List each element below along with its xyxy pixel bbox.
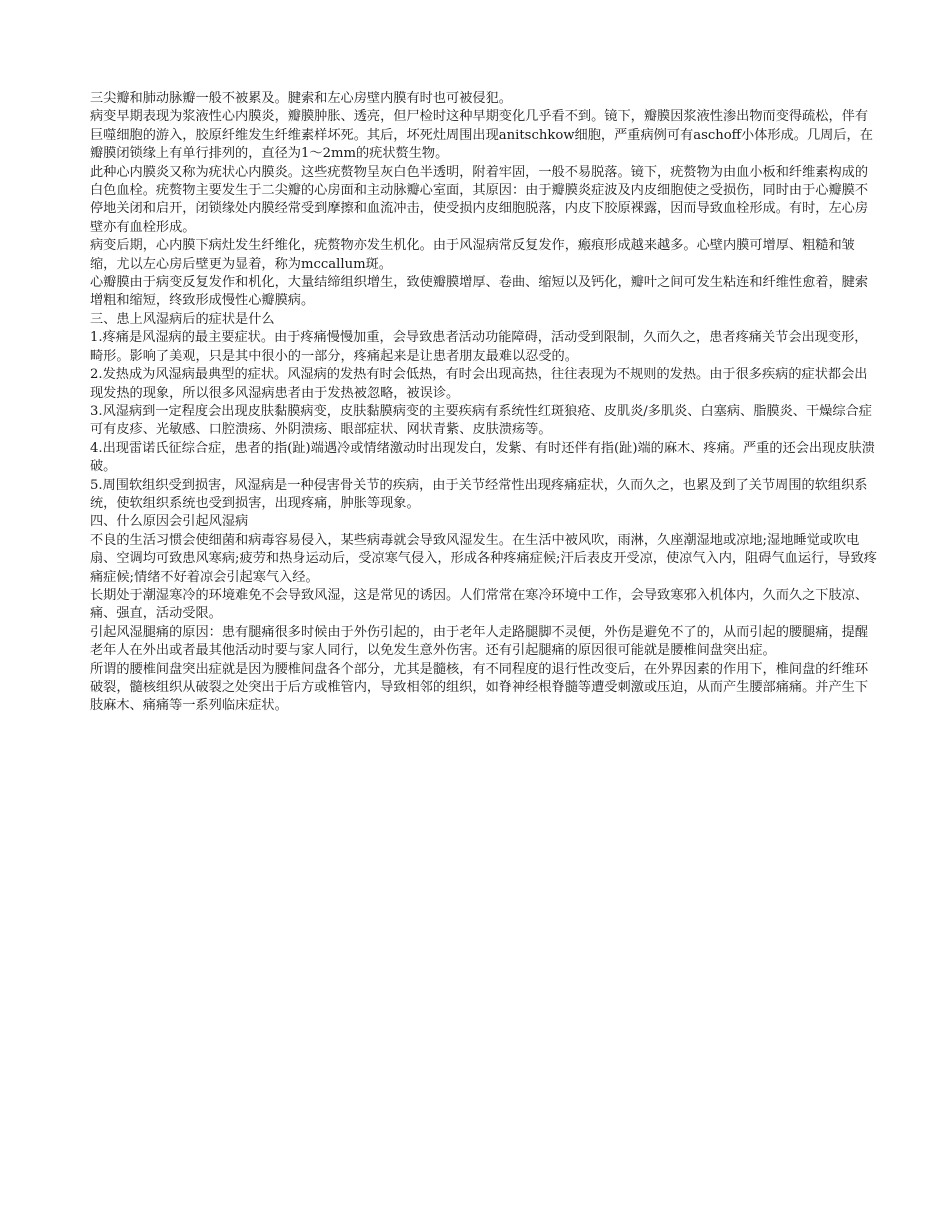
paragraph-late-lesion: 病变后期，心内膜下病灶发生纤维化，疣赘物亦发生机化。由于风湿病常反复发作，瘢痕形成越来越多。心壁内膜可增厚、粗糙和皱缩，尤以左心房后壁更为显着，称为mccallum斑。 (90, 238, 855, 272)
list-item-raynaud: 4.出现雷诺氏征综合症，患者的指(趾)端遇冷或情绪激动时出现发白，发紫、有时还伴有指(趾)端的麻木、疼痛。严重的还会出现皮肤溃破。 (90, 440, 875, 475)
paragraph-early-lesion: 病变早期表现为浆液性心内膜炎，瓣膜肿胀、透亮，但尸检时这种早期变化几乎看不到。镜下，瓣膜因浆液性渗出物而变得疏松，伴有巨噬细胞的游入，胶原纤维发生纤维素样坏死。其后，坏死灶周围出现anitschkow细胞，严重病例可有aschoff小体形成。几周后，在瓣膜闭锁缘上有单行排列的，直径为1～2mm的疣状赘生物。 (90, 109, 873, 162)
paragraph-leg-pain: 引起风湿腿痛的原因：患有腿痛很多时候由于外伤引起的，由于老年人走路腿脚不灵便，外伤是避免不了的，从而引起的腰腿痛，提醒老年人在外出或者最其他活动时要与家人同行，以免发生意外伤害。还有引起腿痛的原因很可能就是腰椎间盘突出症。 (90, 624, 869, 659)
paragraph-valve-disease: 心瓣膜由于病变反复发作和机化，大量结缔组织增生，致使瓣膜增厚、卷曲、缩短以及钙化，瓣叶之间可发生粘连和纤维性愈着，腱索增粗和缩短，终致形成慢性心瓣膜病。 (90, 275, 869, 309)
list-item-pain: 1.疼痛是风湿病的最主要症状。由于疼痛慢慢加重，会导致患者活动功能障碍，活动受到限制，久而久之，患者疼痛关节会出现变形，畸形。影响了美观，只是其中很小的一部分，疼痛起来是让患者朋友最难以忍受的。 (90, 330, 868, 364)
paragraph-bad-habits: 不良的生活习惯会使细菌和病毒容易侵入，某些病毒就会导致风湿发生。在生活中被风吹，雨淋，久座潮湿地或凉地;湿地睡觉或吹电扇、空调均可致患风寒病;疲劳和热身运动后，受凉寒气侵入，形成各种疼痛症候;汗后表皮开受凉，使凉气入内，阻碍气血运行，导致疼痛症候;情绪不好着凉会引起寒气入经。 (90, 532, 877, 585)
document-body (90, 90, 880, 716)
list-item-fever: 2.发热成为风湿病最典型的症状。风湿病的发热有时会低热，有时会出现高热，往往表现为不规则的发热。由于很多疾病的症状都会出现发热的现象，所以很多风湿病患者由于发热被忽略，被误诊。 (90, 367, 868, 401)
paragraph-verrucous-endocarditis: 此种心内膜炎又称为疣状心内膜炎。这些疣赘物呈灰白色半透明，附着牢固，一般不易脱落。镜下，疣赘物为由血小板和纤维素构成的白色血栓。疣赘物主要发生于二尖瓣的心房面和主动脉瓣心室面，其原因：由于瓣膜炎症波及内皮细胞使之受损伤，同时由于心瓣膜不停地关闭和启开，闭锁缘处内膜经常受到摩擦和血流冲击，使受损内皮细胞脱落，内皮下胶原裸露，因而导致血栓形成。有时，左心房壁亦有血栓形成。 (90, 164, 869, 235)
paragraph-disc-herniation: 所谓的腰椎间盘突出症就是因为腰椎间盘各个部分，尤其是髓核，有不同程度的退行性改变后，在外界因素的作用下，椎间盘的纤维环破裂，髓核组织从破裂之处突出于后方或椎管内，导致相邻的组织，如脊神经根脊髓等遭受刺激或压迫，从而产生腰部痛痛。并产生下肢麻木、痛痛等一系列临床症状。 (90, 661, 869, 714)
list-item-soft-tissue: 5.周围软组织受到损害，风湿病是一种侵害骨关节的疾病，由于关节经常性出现疼痛症状，久而久之，也累及到了关节周围的软组织系统，使软组织系统也受到损害，出现疼痛，肿胀等现象。 (90, 477, 868, 511)
section-heading-causes: 四、什么原因会引起风湿病 (90, 514, 249, 530)
paragraph-damp-cold: 长期处于潮湿寒冷的环境难免不会导致风湿，这是常见的诱因。人们常常在寒冷环境中工作，会导致寒邪入机体内，久而久之下肢凉、痛、强直，活动受限。 (90, 587, 869, 622)
list-item-skin-lesions: 3.风湿病到一定程度会出现皮肤黏膜病变，皮肤黏膜病变的主要疾病有系统性红斑狼疮、皮肌炎/多肌炎、白塞病、脂膜炎、干燥综合症可有皮疹、光敏感、口腔溃疡、外阴溃疡、眼部症状、网状青紫、皮肤溃疡等。 (90, 403, 872, 438)
paragraph-tricuspid: 三尖瓣和肺动脉瓣一般不被累及。腱索和左心房壁内膜有时也可被侵犯。 (90, 91, 512, 106)
section-heading-symptoms: 三、患上风湿病后的症状是什么 (90, 311, 275, 327)
